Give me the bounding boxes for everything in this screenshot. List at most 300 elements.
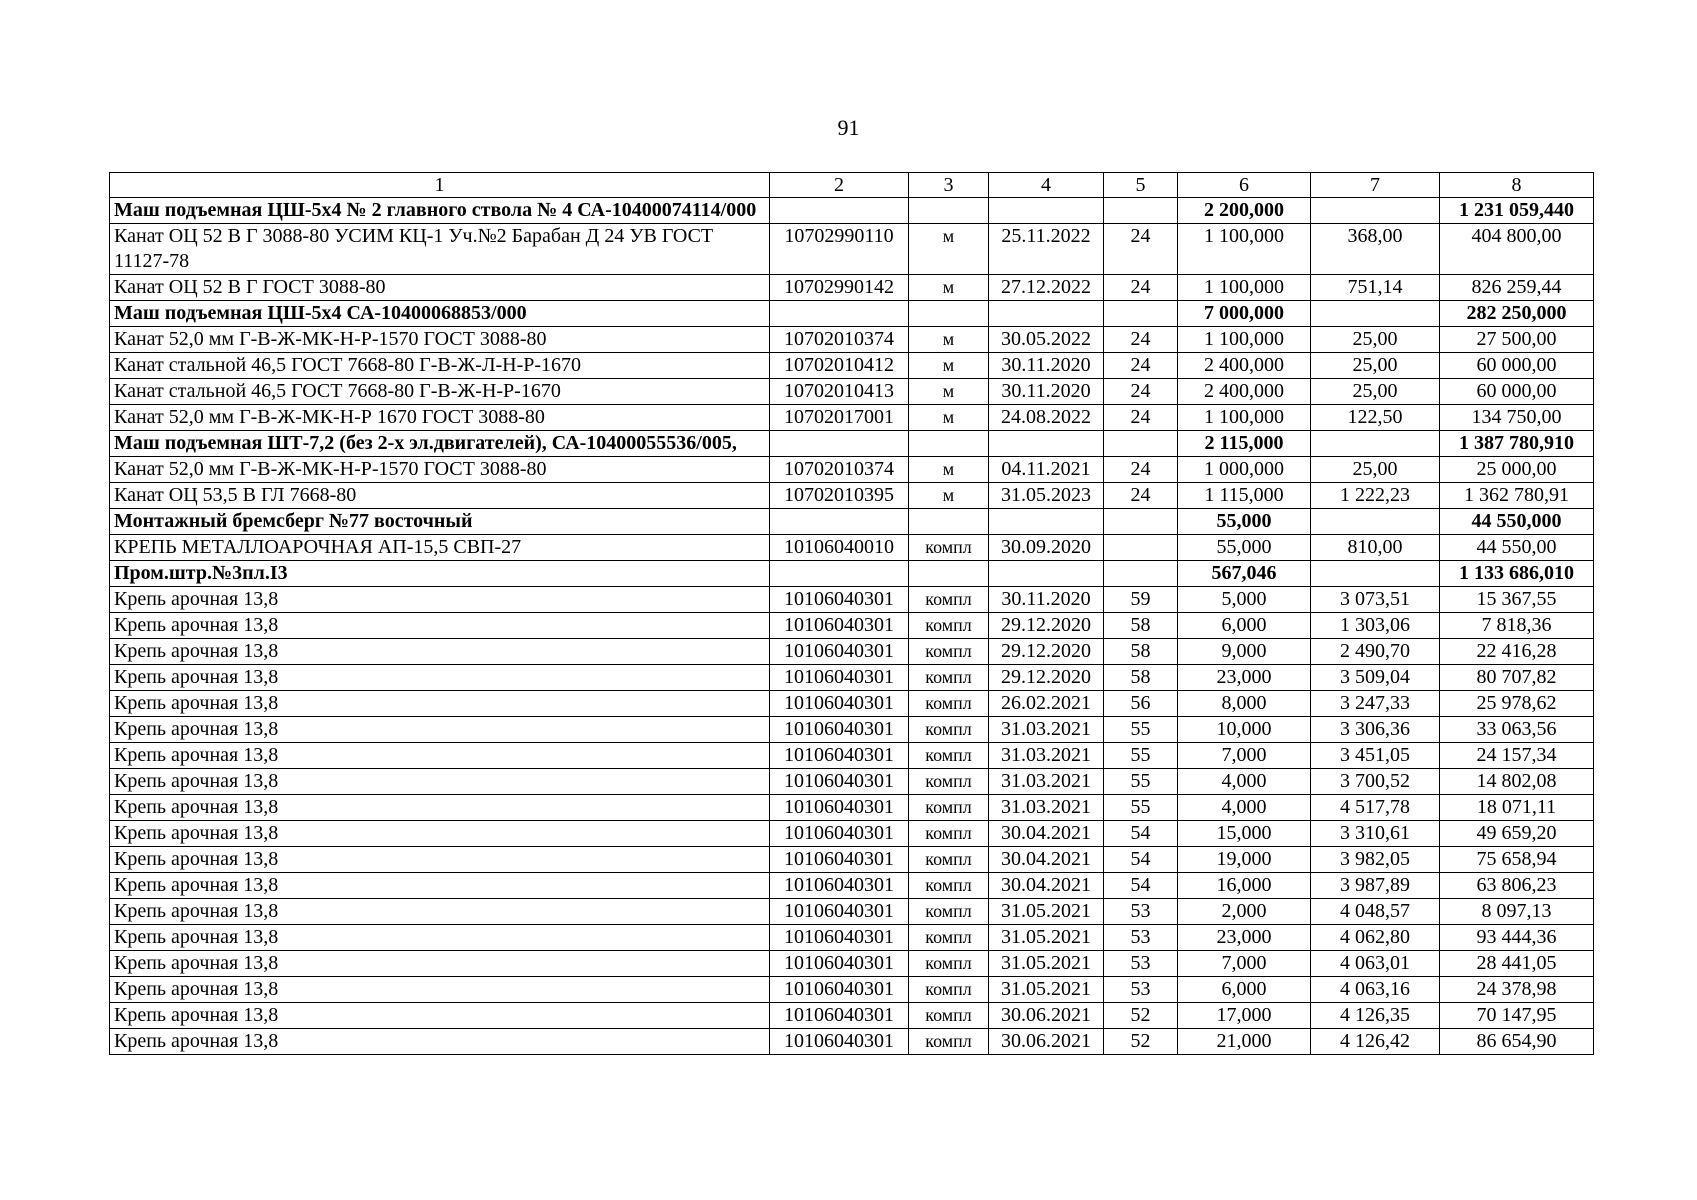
unit-cell: компл (909, 691, 989, 717)
item-name-cell: Крепь арочная 13,8 (110, 847, 770, 873)
months-cell: 55 (1104, 795, 1178, 821)
price-cell (1311, 431, 1440, 457)
item-code-cell: 10106040301 (770, 587, 909, 613)
quantity-cell: 2,000 (1178, 899, 1311, 925)
date-cell: 31.03.2021 (989, 743, 1104, 769)
unit-cell: компл (909, 821, 989, 847)
item-name-cell: Канат 52,0 мм Г-В-Ж-МК-Н-Р-1570 ГОСТ 3088-80 (110, 457, 770, 483)
price-cell: 3 247,33 (1311, 691, 1440, 717)
item-name-cell: Маш подъемная ШТ-7,2 (без 2-х эл.двигателей), СА-10400055536/005, (110, 431, 770, 457)
price-cell: 368,00 (1311, 224, 1440, 275)
unit-cell: компл (909, 665, 989, 691)
item-name-cell: Крепь арочная 13,8 (110, 665, 770, 691)
months-cell: 55 (1104, 717, 1178, 743)
table-row (110, 977, 1594, 1003)
price-cell: 3 073,51 (1311, 587, 1440, 613)
item-name-cell: Крепь арочная 13,8 (110, 769, 770, 795)
sum-cell: 1 133 686,010 (1440, 561, 1594, 587)
item-name-cell: Крепь арочная 13,8 (110, 691, 770, 717)
months-cell: 24 (1104, 379, 1178, 405)
item-code-cell: 10106040301 (770, 691, 909, 717)
price-cell: 1 303,06 (1311, 613, 1440, 639)
item-code-cell: 10106040301 (770, 821, 909, 847)
quantity-cell: 2 400,000 (1178, 379, 1311, 405)
item-code-cell: 10106040301 (770, 925, 909, 951)
group-row (110, 198, 1594, 224)
unit-cell: компл (909, 795, 989, 821)
unit-cell: компл (909, 951, 989, 977)
date-cell: 26.02.2021 (989, 691, 1104, 717)
item-name-cell: Канат ОЦ 53,5 В ГЛ 7668-80 (110, 483, 770, 509)
date-cell (989, 561, 1104, 587)
date-cell: 31.05.2023 (989, 483, 1104, 509)
price-cell: 4 126,35 (1311, 1003, 1440, 1029)
item-code-cell: 10702010395 (770, 483, 909, 509)
date-cell: 31.05.2021 (989, 899, 1104, 925)
item-code-cell: 10106040301 (770, 743, 909, 769)
unit-cell: компл (909, 899, 989, 925)
price-cell: 4 517,78 (1311, 795, 1440, 821)
price-cell: 25,00 (1311, 457, 1440, 483)
months-cell: 24 (1104, 275, 1178, 301)
date-cell (989, 431, 1104, 457)
sum-cell: 49 659,20 (1440, 821, 1594, 847)
price-cell: 122,50 (1311, 405, 1440, 431)
months-cell: 59 (1104, 587, 1178, 613)
months-cell: 53 (1104, 925, 1178, 951)
item-name-cell: КРЕПЬ МЕТАЛЛОАРОЧНАЯ АП-15,5 СВП-27 (110, 535, 770, 561)
quantity-cell: 10,000 (1178, 717, 1311, 743)
table-row (110, 457, 1594, 483)
months-cell: 53 (1104, 899, 1178, 925)
sum-cell: 1 387 780,910 (1440, 431, 1594, 457)
item-name-cell: Крепь арочная 13,8 (110, 899, 770, 925)
item-code-cell: 10702017001 (770, 405, 909, 431)
item-name-cell: Канат 52,0 мм Г-В-Ж-МК-Н-Р-1570 ГОСТ 3088-80 (110, 327, 770, 353)
price-cell: 3 306,36 (1311, 717, 1440, 743)
table-row (110, 717, 1594, 743)
months-cell: 55 (1104, 769, 1178, 795)
table-row (110, 821, 1594, 847)
date-cell: 31.05.2021 (989, 977, 1104, 1003)
unit-cell: м (909, 379, 989, 405)
quantity-cell: 55,000 (1178, 535, 1311, 561)
months-cell: 53 (1104, 951, 1178, 977)
table-row (110, 613, 1594, 639)
months-cell: 58 (1104, 613, 1178, 639)
sum-cell: 8 097,13 (1440, 899, 1594, 925)
date-cell (989, 509, 1104, 535)
table-row (110, 951, 1594, 977)
quantity-cell: 6,000 (1178, 613, 1311, 639)
price-cell: 3 451,05 (1311, 743, 1440, 769)
table-row (110, 353, 1594, 379)
price-cell: 2 490,70 (1311, 639, 1440, 665)
date-cell: 29.12.2020 (989, 639, 1104, 665)
quantity-cell: 2 115,000 (1178, 431, 1311, 457)
table-row (110, 899, 1594, 925)
column-header: 1 (110, 173, 770, 198)
date-cell: 30.05.2022 (989, 327, 1104, 353)
unit-cell: м (909, 457, 989, 483)
item-code-cell (770, 431, 909, 457)
item-code-cell: 10106040301 (770, 873, 909, 899)
quantity-cell: 9,000 (1178, 639, 1311, 665)
item-name-cell: Крепь арочная 13,8 (110, 743, 770, 769)
quantity-cell: 55,000 (1178, 509, 1311, 535)
table-row (110, 379, 1594, 405)
sum-cell: 86 654,90 (1440, 1029, 1594, 1055)
sum-cell: 7 818,36 (1440, 613, 1594, 639)
item-code-cell: 10702010413 (770, 379, 909, 405)
item-code-cell: 10106040301 (770, 977, 909, 1003)
quantity-cell: 7,000 (1178, 743, 1311, 769)
unit-cell: компл (909, 847, 989, 873)
unit-cell: компл (909, 977, 989, 1003)
quantity-cell: 21,000 (1178, 1029, 1311, 1055)
months-cell: 52 (1104, 1029, 1178, 1055)
table-row (110, 847, 1594, 873)
price-cell: 3 987,89 (1311, 873, 1440, 899)
quantity-cell: 4,000 (1178, 795, 1311, 821)
item-name-cell: Крепь арочная 13,8 (110, 717, 770, 743)
unit-cell: компл (909, 639, 989, 665)
unit-cell: компл (909, 769, 989, 795)
months-cell: 24 (1104, 405, 1178, 431)
item-name-cell: Крепь арочная 13,8 (110, 613, 770, 639)
quantity-cell: 4,000 (1178, 769, 1311, 795)
price-cell: 3 700,52 (1311, 769, 1440, 795)
sum-cell: 60 000,00 (1440, 353, 1594, 379)
unit-cell (909, 198, 989, 224)
quantity-cell: 7,000 (1178, 951, 1311, 977)
item-name-cell: Крепь арочная 13,8 (110, 977, 770, 1003)
date-cell: 29.12.2020 (989, 613, 1104, 639)
quantity-cell: 7 000,000 (1178, 301, 1311, 327)
months-cell: 24 (1104, 327, 1178, 353)
item-code-cell: 10106040010 (770, 535, 909, 561)
date-cell: 30.11.2020 (989, 587, 1104, 613)
months-cell: 54 (1104, 873, 1178, 899)
unit-cell: м (909, 275, 989, 301)
table-row (110, 1003, 1594, 1029)
price-cell (1311, 198, 1440, 224)
months-cell: 53 (1104, 977, 1178, 1003)
group-row (110, 509, 1594, 535)
months-cell: 24 (1104, 457, 1178, 483)
sum-cell: 14 802,08 (1440, 769, 1594, 795)
price-cell: 25,00 (1311, 327, 1440, 353)
quantity-cell: 1 115,000 (1178, 483, 1311, 509)
months-cell (1104, 198, 1178, 224)
item-code-cell (770, 301, 909, 327)
price-cell: 4 048,57 (1311, 899, 1440, 925)
date-cell (989, 301, 1104, 327)
unit-cell (909, 301, 989, 327)
months-cell: 24 (1104, 224, 1178, 275)
price-cell: 4 126,42 (1311, 1029, 1440, 1055)
unit-cell: компл (909, 873, 989, 899)
quantity-cell: 1 000,000 (1178, 457, 1311, 483)
price-cell (1311, 561, 1440, 587)
quantity-cell: 23,000 (1178, 925, 1311, 951)
price-cell: 25,00 (1311, 353, 1440, 379)
table-row (110, 665, 1594, 691)
table-row (110, 743, 1594, 769)
months-cell (1104, 561, 1178, 587)
column-header: 6 (1178, 173, 1311, 198)
item-code-cell: 10106040301 (770, 1003, 909, 1029)
unit-cell: компл (909, 535, 989, 561)
sum-cell: 25 000,00 (1440, 457, 1594, 483)
item-code-cell: 10106040301 (770, 951, 909, 977)
unit-cell: м (909, 483, 989, 509)
date-cell: 30.11.2020 (989, 379, 1104, 405)
item-code-cell: 10106040301 (770, 613, 909, 639)
price-cell: 4 063,16 (1311, 977, 1440, 1003)
sum-cell: 93 444,36 (1440, 925, 1594, 951)
months-cell: 54 (1104, 847, 1178, 873)
item-code-cell (770, 561, 909, 587)
column-header: 3 (909, 173, 989, 198)
date-cell: 31.03.2021 (989, 717, 1104, 743)
unit-cell (909, 509, 989, 535)
column-header: 2 (770, 173, 909, 198)
item-name-cell: Монтажный бремсберг №77 восточный (110, 509, 770, 535)
table-row (110, 769, 1594, 795)
unit-cell: компл (909, 743, 989, 769)
quantity-cell: 1 100,000 (1178, 327, 1311, 353)
quantity-cell: 6,000 (1178, 977, 1311, 1003)
date-cell: 30.06.2021 (989, 1003, 1104, 1029)
sum-cell: 70 147,95 (1440, 1003, 1594, 1029)
sum-cell: 404 800,00 (1440, 224, 1594, 275)
unit-cell: м (909, 405, 989, 431)
item-code-cell: 10106040301 (770, 795, 909, 821)
sum-cell: 15 367,55 (1440, 587, 1594, 613)
quantity-cell: 15,000 (1178, 821, 1311, 847)
group-row (110, 561, 1594, 587)
item-code-cell: 10702010412 (770, 353, 909, 379)
sum-cell: 24 378,98 (1440, 977, 1594, 1003)
unit-cell: компл (909, 1003, 989, 1029)
unit-cell (909, 431, 989, 457)
months-cell: 55 (1104, 743, 1178, 769)
months-cell (1104, 509, 1178, 535)
table-row (110, 535, 1594, 561)
item-name-cell: Маш подъемная ЦШ-5х4 № 2 главного ствола № 4 СА-10400074114/000 (110, 198, 770, 224)
unit-cell: компл (909, 587, 989, 613)
months-cell: 54 (1104, 821, 1178, 847)
table-row (110, 275, 1594, 301)
item-name-cell: Маш подъемная ЦШ-5х4 СА-10400068853/000 (110, 301, 770, 327)
table-row (110, 925, 1594, 951)
item-name-cell: Крепь арочная 13,8 (110, 1003, 770, 1029)
table-row (110, 327, 1594, 353)
months-cell: 56 (1104, 691, 1178, 717)
unit-cell: м (909, 327, 989, 353)
item-code-cell: 10702010374 (770, 327, 909, 353)
item-name-cell: Канат ОЦ 52 В Г 3088-80 УСИМ КЦ-1 Уч.№2 Барабан Д 24 УВ ГОСТ 11127-78 (110, 224, 770, 275)
table-row (110, 483, 1594, 509)
column-number-row (110, 173, 1594, 198)
quantity-cell: 17,000 (1178, 1003, 1311, 1029)
table-row (110, 587, 1594, 613)
column-header: 7 (1311, 173, 1440, 198)
months-cell: 24 (1104, 353, 1178, 379)
item-name-cell: Крепь арочная 13,8 (110, 1029, 770, 1055)
item-name-cell: Канат стальной 46,5 ГОСТ 7668-80 Г-В-Ж-Л-Н-Р-1670 (110, 353, 770, 379)
table-row (110, 691, 1594, 717)
quantity-cell: 2 200,000 (1178, 198, 1311, 224)
price-cell (1311, 509, 1440, 535)
quantity-cell: 567,046 (1178, 561, 1311, 587)
sum-cell: 826 259,44 (1440, 275, 1594, 301)
group-row (110, 301, 1594, 327)
quantity-cell: 19,000 (1178, 847, 1311, 873)
unit-cell: м (909, 353, 989, 379)
item-code-cell: 10702010374 (770, 457, 909, 483)
item-code-cell: 10106040301 (770, 665, 909, 691)
item-name-cell: Крепь арочная 13,8 (110, 925, 770, 951)
unit-cell (909, 561, 989, 587)
quantity-cell: 5,000 (1178, 587, 1311, 613)
item-code-cell: 10106040301 (770, 1029, 909, 1055)
date-cell: 24.08.2022 (989, 405, 1104, 431)
item-name-cell: Пром.штр.№3пл.I3 (110, 561, 770, 587)
item-code-cell: 10106040301 (770, 847, 909, 873)
sum-cell: 24 157,34 (1440, 743, 1594, 769)
months-cell: 58 (1104, 665, 1178, 691)
price-cell (1311, 301, 1440, 327)
group-row (110, 431, 1594, 457)
page-number: 91 (837, 115, 860, 140)
date-cell: 25.11.2022 (989, 224, 1104, 275)
date-cell: 30.04.2021 (989, 821, 1104, 847)
sum-cell: 75 658,94 (1440, 847, 1594, 873)
unit-cell: компл (909, 925, 989, 951)
item-name-cell: Канат стальной 46,5 ГОСТ 7668-80 Г-В-Ж-Н-Р-1670 (110, 379, 770, 405)
date-cell: 30.11.2020 (989, 353, 1104, 379)
table-body (110, 198, 1594, 1055)
item-name-cell: Крепь арочная 13,8 (110, 951, 770, 977)
unit-cell: компл (909, 1029, 989, 1055)
date-cell: 30.04.2021 (989, 873, 1104, 899)
price-cell: 3 310,61 (1311, 821, 1440, 847)
price-cell: 25,00 (1311, 379, 1440, 405)
months-cell (1104, 301, 1178, 327)
item-code-cell: 10106040301 (770, 639, 909, 665)
table-row (110, 639, 1594, 665)
price-cell: 751,14 (1311, 275, 1440, 301)
inventory-table (109, 172, 1594, 1055)
date-cell: 31.05.2021 (989, 951, 1104, 977)
sum-cell: 63 806,23 (1440, 873, 1594, 899)
item-name-cell: Канат ОЦ 52 В Г ГОСТ 3088-80 (110, 275, 770, 301)
item-code-cell: 10106040301 (770, 717, 909, 743)
table-row (110, 1029, 1594, 1055)
date-cell: 30.04.2021 (989, 847, 1104, 873)
date-cell: 27.12.2022 (989, 275, 1104, 301)
quantity-cell: 1 100,000 (1178, 224, 1311, 275)
quantity-cell: 23,000 (1178, 665, 1311, 691)
price-cell: 4 062,80 (1311, 925, 1440, 951)
table-row (110, 795, 1594, 821)
date-cell: 04.11.2021 (989, 457, 1104, 483)
price-cell: 3 982,05 (1311, 847, 1440, 873)
quantity-cell: 1 100,000 (1178, 275, 1311, 301)
sum-cell: 18 071,11 (1440, 795, 1594, 821)
unit-cell: м (909, 224, 989, 275)
item-code-cell: 10702990110 (770, 224, 909, 275)
sum-cell: 60 000,00 (1440, 379, 1594, 405)
date-cell: 31.03.2021 (989, 795, 1104, 821)
item-code-cell: 10106040301 (770, 769, 909, 795)
months-cell (1104, 431, 1178, 457)
date-cell: 29.12.2020 (989, 665, 1104, 691)
item-name-cell: Крепь арочная 13,8 (110, 795, 770, 821)
quantity-cell: 2 400,000 (1178, 353, 1311, 379)
item-name-cell: Крепь арочная 13,8 (110, 873, 770, 899)
date-cell: 31.05.2021 (989, 925, 1104, 951)
sum-cell: 33 063,56 (1440, 717, 1594, 743)
quantity-cell: 16,000 (1178, 873, 1311, 899)
sum-cell: 27 500,00 (1440, 327, 1594, 353)
item-code-cell (770, 198, 909, 224)
sum-cell: 44 550,00 (1440, 535, 1594, 561)
date-cell: 31.03.2021 (989, 769, 1104, 795)
price-cell: 4 063,01 (1311, 951, 1440, 977)
price-cell: 810,00 (1311, 535, 1440, 561)
date-cell (989, 198, 1104, 224)
months-cell: 58 (1104, 639, 1178, 665)
unit-cell: компл (909, 613, 989, 639)
column-header: 5 (1104, 173, 1178, 198)
date-cell: 30.09.2020 (989, 535, 1104, 561)
column-header: 8 (1440, 173, 1594, 198)
months-cell (1104, 535, 1178, 561)
price-cell: 1 222,23 (1311, 483, 1440, 509)
sum-cell: 282 250,000 (1440, 301, 1594, 327)
unit-cell: компл (909, 717, 989, 743)
date-cell: 30.06.2021 (989, 1029, 1104, 1055)
sum-cell: 80 707,82 (1440, 665, 1594, 691)
item-name-cell: Крепь арочная 13,8 (110, 639, 770, 665)
sum-cell: 1 362 780,91 (1440, 483, 1594, 509)
sum-cell: 44 550,000 (1440, 509, 1594, 535)
sum-cell: 22 416,28 (1440, 639, 1594, 665)
quantity-cell: 1 100,000 (1178, 405, 1311, 431)
table-row (110, 873, 1594, 899)
price-cell: 3 509,04 (1311, 665, 1440, 691)
sum-cell: 28 441,05 (1440, 951, 1594, 977)
item-name-cell: Канат 52,0 мм Г-В-Ж-МК-Н-Р 1670 ГОСТ 3088-80 (110, 405, 770, 431)
column-header: 4 (989, 173, 1104, 198)
item-name-cell: Крепь арочная 13,8 (110, 587, 770, 613)
months-cell: 24 (1104, 483, 1178, 509)
item-code-cell (770, 509, 909, 535)
sum-cell: 1 231 059,440 (1440, 198, 1594, 224)
table-row (110, 224, 1594, 275)
quantity-cell: 8,000 (1178, 691, 1311, 717)
item-name-cell: Крепь арочная 13,8 (110, 821, 770, 847)
item-code-cell: 10106040301 (770, 899, 909, 925)
table-row (110, 405, 1594, 431)
months-cell: 52 (1104, 1003, 1178, 1029)
item-code-cell: 10702990142 (770, 275, 909, 301)
sum-cell: 134 750,00 (1440, 405, 1594, 431)
sum-cell: 25 978,62 (1440, 691, 1594, 717)
